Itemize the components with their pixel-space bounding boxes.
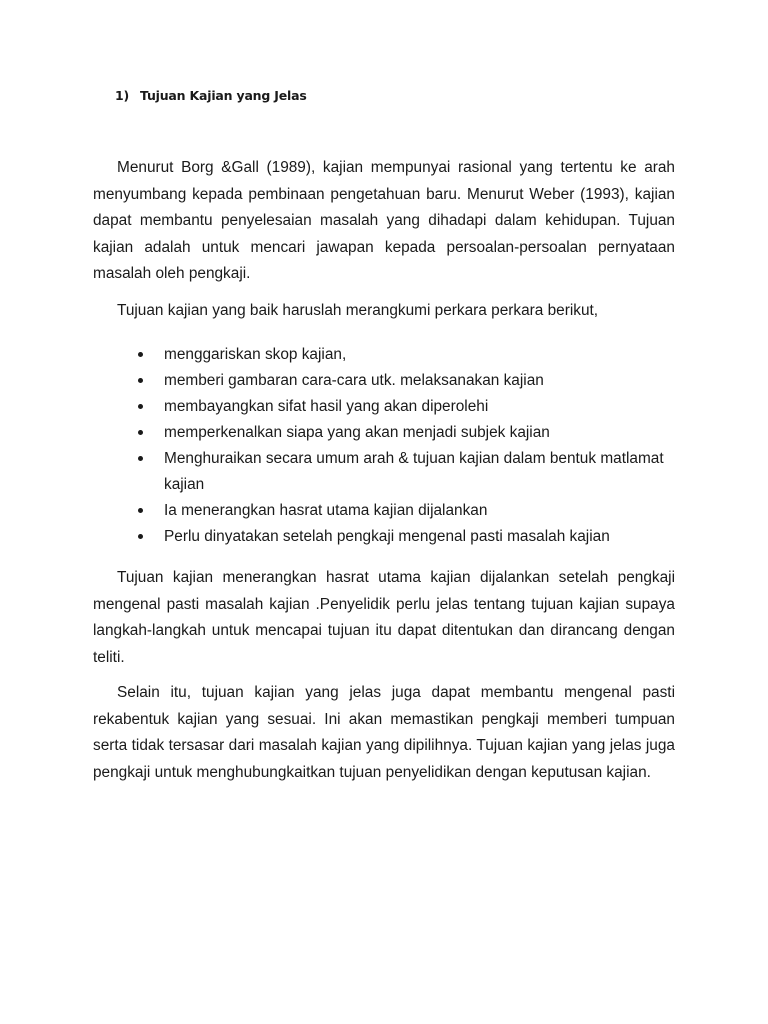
- section-title: Tujuan Kajian yang Jelas: [140, 88, 307, 103]
- bullet-icon: [138, 378, 143, 383]
- list-item-text: memberi gambaran cara-cara utk. melaksanakan kajian: [164, 372, 544, 389]
- list-item: [138, 420, 683, 446]
- paragraph-lead-in: Tujuan kajian yang baik haruslah merangkumi perkara perkara berikut,: [117, 302, 599, 319]
- list-item: [138, 446, 683, 498]
- list-item-text: menggariskan skop kajian,: [164, 346, 347, 363]
- bullet-icon: [138, 352, 143, 357]
- list-item-text: memperkenalkan siapa yang akan menjadi subjek kajian: [164, 424, 550, 441]
- list-item-text: membayangkan sifat hasil yang akan diperolehi: [164, 398, 489, 415]
- list-item-text: Ia menerangkan hasrat utama kajian dijalankan: [164, 502, 488, 519]
- bullet-icon: [138, 430, 143, 435]
- bullet-icon: [138, 404, 143, 409]
- paragraph-intro: Menurut Borg &Gall (1989), kajian mempunyai rasional yang tertentu ke arah menyumbang kepada pembinaan pengetahuan baru. Menurut Weber (1993), kajian dapat membantu penyelesaian masalah yang dihadapi dalam kehidupan. Tujuan kajian adalah untuk mencari jawapan kepada persoalan-persoalan pernyataan masalah oleh pengkaji.: [93, 159, 675, 282]
- list-item: [138, 342, 683, 368]
- list-item: [138, 498, 683, 524]
- paragraph-conclusion: Selain itu, tujuan kajian yang jelas juga dapat membantu mengenal pasti rekabentuk kajian yang sesuai. Ini akan memastikan pengkaji memberi tumpuan serta tidak tersasar dari masalah kajian yang dipilihnya. Tujuan kajian yang jelas juga pengkaji untuk menghubungkaitkan tujuan penyelidikan dengan keputusan kajian.: [93, 684, 675, 781]
- section-number: 1): [115, 88, 130, 103]
- section-heading: [115, 88, 307, 103]
- list-item-text: Menghuraikan secara umum arah & tujuan kajian dalam bentuk matlamat kajian: [164, 450, 664, 493]
- list-item: [138, 524, 683, 550]
- bullet-icon: [138, 534, 143, 539]
- list-item-text: Perlu dinyatakan setelah pengkaji mengenal pasti masalah kajian: [164, 528, 610, 545]
- paragraph-purpose: Tujuan kajian menerangkan hasrat utama kajian dijalankan setelah pengkaji mengenal pasti masalah kajian .Penyelidik perlu jelas tentang tujuan kajian supaya langkah-langkah untuk mencapai tujuan itu dapat ditentukan dan dirancang dengan teliti.: [93, 569, 675, 666]
- bullet-icon: [138, 508, 143, 513]
- list-item: [138, 394, 683, 420]
- list-item: [138, 368, 683, 394]
- bullet-list: [138, 342, 683, 550]
- bullet-icon: [138, 456, 143, 461]
